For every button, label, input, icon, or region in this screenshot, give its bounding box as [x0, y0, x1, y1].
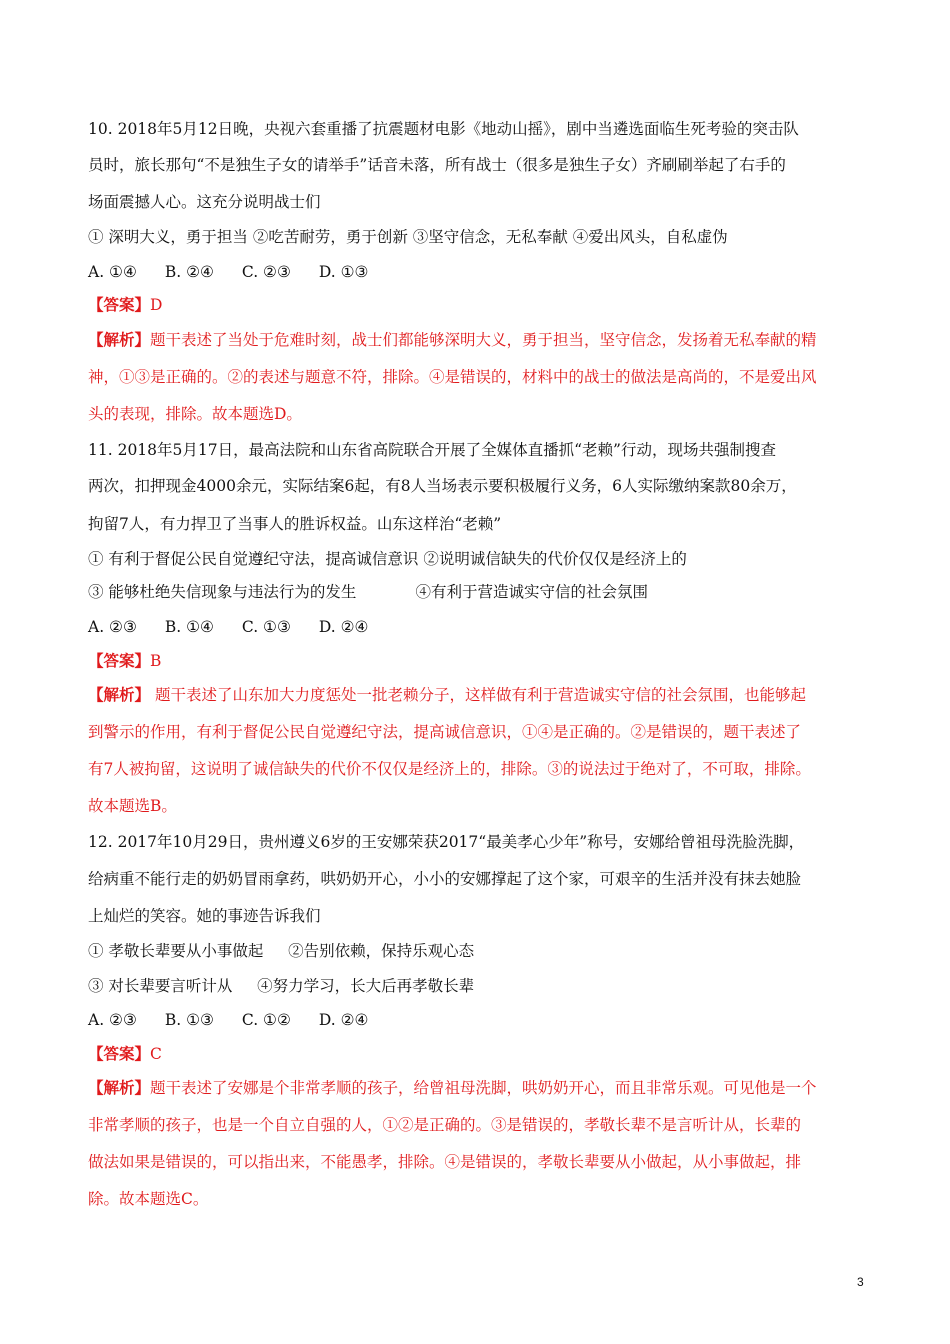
question-10-analysis-3: 头的表现，排除。故本题选D。 [88, 405, 302, 423]
answer-tag: 【答案】 [88, 651, 151, 670]
question-11-answer [88, 651, 868, 671]
option-b: B. ①③ [164, 1011, 214, 1029]
question-12-statements-1: ① 孝敬长辈要从小事做起 ②告别依赖，保持乐观心态 [88, 942, 475, 960]
option-a: A. ②③ [88, 618, 137, 636]
question-10-analysis-2: 神，①③是正确的。②的表述与题意不符，排除。④是错误的，材料中的战士的做法是高尚的，不是爱出风 [88, 368, 817, 386]
answer-value: D [150, 296, 163, 314]
analysis-tag: 【解析】 [88, 1078, 151, 1097]
answer-value: C [150, 1045, 162, 1063]
question-12-line-1: 12. 2017年10月29日，贵州遵义6岁的王安娜荣获2017“最美孝心少年”称号，安娜给曾祖母洗脸洗脚， [88, 833, 805, 851]
option-d: D. ①③ [318, 263, 369, 281]
question-10-line-3: 场面震撼人心。这充分说明战士们 [88, 193, 321, 211]
option-a: A. ①④ [88, 263, 137, 281]
page-number: 3 [857, 1275, 864, 1289]
question-11-analysis-2: 到警示的作用，有利于督促公民自觉遵纪守法，提高诚信意识，①④是正确的。②是错误的，题干表述了 [88, 723, 802, 741]
analysis-tag: 【解析】 [88, 685, 151, 704]
question-12-options [88, 1010, 868, 1030]
question-12-line-2: 给病重不能行走的奶奶冒雨拿药，哄奶奶开心，小小的安娜撑起了这个家，可艰辛的生活并没有抹去她脸 [88, 870, 802, 888]
option-c: C. ①② [241, 1011, 291, 1029]
analysis-text: 题干表述了当处于危难时刻，战士们都能够深明大义，勇于担当，坚守信念，发扬着无私奉献的精 [150, 331, 817, 349]
option-a: A. ②③ [88, 1011, 137, 1029]
option-c: C. ②③ [241, 263, 291, 281]
question-11-line-1: 11. 2018年5月17日，最高法院和山东省高院联合开展了全媒体直播抓“老赖”行动，现场共强制搜查 [88, 441, 776, 459]
question-11-statements-2: ③ 能够杜绝失信现象与违法行为的发生 ④有利于营造诚实守信的社会氛围 [88, 583, 649, 601]
question-10-line-2: 员时，旅长那句“不是独生子女的请举手”话音未落，所有战士（很多是独生子女）齐刷刷举起了右手的 [88, 156, 786, 174]
question-12-analysis-3: 做法如果是错误的，可以指出来，不能愚孝，排除。④是错误的，孝敬长辈要从小做起，从小事做起，排 [88, 1153, 802, 1171]
question-12-statements-2: ③ 对长辈要言听计从 ④努力学习，长大后再孝敬长辈 [88, 977, 475, 995]
option-b: B. ①④ [164, 618, 214, 636]
question-11-statements-1: ① 有利于督促公民自觉遵纪守法，提高诚信意识 ②说明诚信缺失的代价仅仅是经济上的 [88, 550, 687, 568]
question-11-analysis-4: 故本题选B。 [88, 797, 177, 815]
analysis-text: 题干表述了安娜是个非常孝顺的孩子，给曾祖母洗脚，哄奶奶开心，而且非常乐观。可见他是一个 [150, 1079, 817, 1097]
question-12-analysis-1 [88, 1078, 868, 1098]
question-10-line-1: 10. 2018年5月12日晚，央视六套重播了抗震题材电影《地动山摇》，剧中当遴选面临生死考验的突击队 [88, 120, 799, 138]
option-d: D. ②④ [318, 618, 369, 636]
question-12-analysis-4: 除。故本题选C。 [88, 1190, 209, 1208]
question-11-line-2: 两次，扣押现金4000余元，实际结案6起，有8人当场表示要积极履行义务，6人实际缴纳案款80余万， [88, 477, 797, 495]
question-12-line-3: 上灿烂的笑容。她的事迹告诉我们 [88, 907, 321, 925]
analysis-text: 题干表述了山东加大力度惩处一批老赖分子，这样做有利于营造诚实守信的社会氛围，也能够起 [150, 686, 806, 704]
question-11-options [88, 617, 868, 637]
question-11-line-3: 拘留7人，有力捍卫了当事人的胜诉权益。山东这样治“老赖” [88, 515, 502, 533]
answer-tag: 【答案】 [88, 1044, 151, 1063]
question-10-answer [88, 295, 868, 315]
question-10-statements: ① 深明大义，勇于担当 ②吃苦耐劳，勇于创新 ③坚守信念，无私奉献 ④爱出风头，自私虚伪 [88, 228, 728, 246]
option-d: D. ②④ [318, 1011, 369, 1029]
answer-tag: 【答案】 [88, 295, 151, 314]
question-10-options [88, 262, 868, 282]
question-11-analysis-1 [88, 685, 868, 705]
analysis-tag: 【解析】 [88, 330, 151, 349]
question-10-analysis-1 [88, 330, 868, 350]
option-c: C. ①③ [241, 618, 291, 636]
question-12-analysis-2: 非常孝顺的孩子，也是一个自立自强的人，①②是正确的。③是错误的，孝敬长辈不是言听计从，长辈的 [88, 1116, 802, 1134]
option-b: B. ②④ [164, 263, 214, 281]
question-11-analysis-3: 有7人被拘留，这说明了诚信缺失的代价不仅仅是经济上的，排除。③的说法过于绝对了，不可取，排除。 [88, 760, 811, 778]
question-12-answer [88, 1044, 868, 1064]
answer-value: B [150, 652, 162, 670]
